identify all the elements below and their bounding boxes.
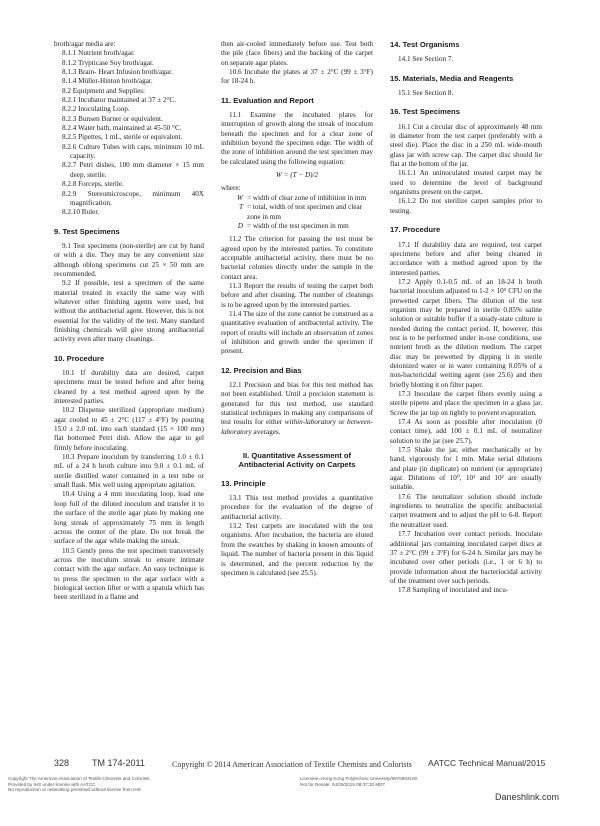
paragraph-10-6: 10.6 Incubate the plates at 37 ± 2°C (99 ± 3°F) for 18-24 h. — [221, 68, 373, 86]
paragraph-10-2: 10.2 Dispense sterilized (appropriate medium) agar cooled to 45 ± 2°C (117 ± 4°F) by pouring 15.0 ± 2.0 mL into each standard (15 × 100 mm) flat bottomed Petri dish. Allow the agar to gel firmly before inoculating. — [54, 406, 204, 452]
paragraph-10-5: 10.5 Gently press the test specimen transversely across the inoculum streak to ensure intimate contact with the agar surface. An easy technique is to press the specimen to the agar surface with a biological section lifter or with a spatula which has been sterilized in a flame and — [54, 546, 204, 602]
paragraph-10-5-continued: then air-cooled immediately before use. Test both the pile (face fibers) and the backing of the carpet on separate agar plates. — [221, 40, 373, 67]
paragraph-17-8: 17.8 Sampling of inoculated and incu- — [398, 586, 509, 595]
media-item: 8.1.3 Brain- Heart Infusion broth/agar. — [62, 68, 173, 77]
equipment-item: 8.2.9 Stereomicroscope, minimum 40X magnification. — [62, 189, 204, 207]
equipment-item: 8.2.4 Water bath, maintained at 45-50 °C. — [62, 124, 182, 133]
page-number: 328 — [54, 758, 70, 768]
media-item: 8.1.2 Trypticase Soy broth/agar. — [62, 58, 154, 67]
paragraph-16-1: 16.1 Cut a circular disc of approximately 48 mm in diameter from the test carpet (preferably with a steel die). Place the disc in a 250 mL wide-mouth glass jar with screw cap. The carpet disc should lie flat at the bottom of the jar. — [390, 122, 542, 169]
paragraph-16-1-1: 16.1.1 An uninoculated treated carpet may be used to determine the level of background organisms present on the carpet. — [390, 169, 542, 197]
watermark-link[interactable]: Daneshlink.com — [495, 792, 560, 802]
section-heading-15: 15. Materials, Media and Reagents — [390, 73, 514, 83]
definition-text: = total, width of test specimen and clear zone in mm — [247, 203, 363, 221]
where-label: where: — [221, 184, 241, 193]
equipment-item: 8.2.7 Petri dishes, 100 mm diameter × 15 mm deep, sterile. — [62, 161, 204, 179]
paragraph-13-2: 13.2 Test carpets are inoculated with the test organisms. After incubation, the bacteria are eluted from the swatches by shaking in known amounts of liquid. The number of bacteria present in this liquid is determined, and the percent reduction by the specimen is calculated (see 25.5). — [221, 522, 373, 577]
equipment-item: 8.2.10 Ruler. — [62, 208, 100, 217]
paragraph-17-7: 17.7 Incubation over contact periods. Inoculate additional jars containing inoculated carpet discs at 37 ± 2°C (99 ± 3°F) for 6-24 h. Similar jars may be incubated over other periods (i.e., 1 or 6 h) to provide information about the bacteriocidal activity of the treatment over such periods. — [390, 530, 542, 585]
paragraph-11-3: 11.3 Report the results of testing the carpet both before and after cleaning. The number of cleanings is to be agreed upon by the interested parties. — [221, 281, 373, 309]
license-notice: Copyright The American Association of Textile Chemists and Colorists Provided by IHS under license with AATCC No reproduction or networking permitted without license from IHS — [8, 776, 150, 792]
section-heading-16: 16. Test Specimens — [390, 107, 460, 117]
paragraph-12-1-text: 12.1 Precision and bias for this test method has not been established. Until a precision statement is generated for this test method, use standard statistical techniques in making any comparisons of test results for either — [221, 381, 373, 427]
equipment-item: 8.2.3 Bunsen Burner or equivalent. — [62, 114, 163, 123]
section-heading-10: 10. Procedure — [54, 353, 105, 363]
section-heading-17: 17. Procedure — [390, 225, 441, 235]
section-heading-12: 12. Precision and Bias — [221, 365, 302, 375]
paragraph-10-4: 10.4 Using a 4 mm inoculating loop, load one loop full of the diluted inoculum and transfer it to the surface of the sterile agar plate by making one long streak of approximately 75 mm in length across the center of the plate. Do not break the surface of the agar while making the streak. — [54, 490, 204, 546]
between-lab-term: between-laboratory — [221, 418, 373, 436]
media-item: 8.1.4 Müller-Hinton broth/agar. — [62, 77, 153, 86]
paragraph-17-1: 17.1 If durability data are required, test carpet specimens before and after being cleaned in accordance with a method agreed upon by the interested parties. — [390, 240, 542, 277]
manual-label: AATCC Technical Manual/2015 — [428, 758, 546, 768]
paragraph-11-4: 11.4 The size of the zone cannot be construed as a quantitative evaluation of antibacterial activity. The report of results will include an observation of zones of inhibition and growth under the specimen if present. — [221, 309, 373, 356]
paragraph-9-2: 9.2 If possible, test a specimen of the same material treated in exactly the same way with whatever other finishing agents were used, but without the antibacterial agent. However, this is not essential for the validity of the test. Many standard finishing chemicals will give strong antibacterial activity even after many cleanings. — [54, 279, 204, 344]
test-method-label: TM 174-2011 — [92, 758, 145, 768]
paragraph-15-1: 15.1 See Section 8. — [398, 89, 454, 98]
section-heading-14: 14. Test Organisms — [390, 40, 460, 49]
equipment-item: 8.2.8 Forceps, sterile. — [62, 180, 124, 189]
equipment-heading: 8.2 Equipment and Supplies: — [62, 86, 146, 95]
part-ii-heading: II. Quantitative Assessment of Antibacterial Activity on Carpets — [238, 451, 356, 470]
equipment-item: 8.2.2 Inoculating Loop. — [62, 105, 130, 114]
paragraph-17-3: 17.3 Inoculate the carpet fibers evenly using a sterile pipette and place the specimen in a glass jar. Screw the jar top on tightly to prevent evaporation. — [390, 390, 542, 417]
copyright-line: Copyright © 2014 American Association of Textile Chemists and Colorists — [172, 760, 412, 769]
definition-row — [221, 203, 373, 222]
definition-symbol: T — [239, 203, 243, 212]
paragraph-16-1-2: 16.1.2 Do not sterilize carpet samples prior to testing. — [390, 197, 542, 215]
equipment-item: 8.2.5 Pipettes, 1 mL, sterile or equivalent. — [62, 133, 183, 142]
paragraph-17-4: 17.4 As soon as possible after inoculation (0 contact time), add 100 ± 0.1 mL of neutralizer solution to the jar (see 25.7). — [390, 418, 542, 445]
paragraph-17-5: 17.5 Shake the jar, either mechanically or by hand, vigorously for 1 min. Make serial dilutions and plate (in duplicate) on nutrient (or appropriate) agar. Dilutions of 10⁰, 10¹ and 10² are usually suitable. — [390, 446, 542, 492]
definition-symbol: D — [237, 221, 243, 230]
paragraph-11-2: 11.2 The criterion for passing the test must be agreed upon by the interested parties. To constitute acceptable antibacterial activity, there must be no bacterial colonies directly under the sample in the contact area. — [221, 235, 373, 281]
within-lab-term: within-laboratory — [284, 418, 336, 427]
paragraph-14-1: 14.1 See Section 7. — [398, 55, 454, 64]
paragraph-17-2: 17.2 Apply 0.1-0.5 mL of an 18-24 h broth bacterial inoculum adjusted to 1-2 × 10⁵ CFU on the prewetted carpet fibers. The dilution of the test organism may be prepared in sterile 0.85% saline solution or suitable buffer if a steady-state culture is needed during the contact period. If, however, this test is to be performed under in-use conditions, use nutrient broth as the dilution medium. The carpet disc may be prewetted by dipping it in sterile deionized water or in water containing 0.05% of a non-bactericidal wetting agent (see 25.6) and then briefly blotting it on filter paper. — [390, 277, 542, 389]
equipment-item: 8.2.1 Incubator maintained at 37 ± 2°C. — [62, 96, 177, 105]
paragraph-12-1 — [221, 381, 373, 437]
definition-symbol: W — [237, 193, 243, 202]
paragraph-10-3: 10.3 Prepare inoculum by transferring 1.0 ± 0.1 mL of a 24 h broth culture into 9.0 ± 0.1 mL of sterile distilled water contained in a test tube or small flask. Mix well using appropriate agitation. — [54, 453, 204, 490]
definition-text: = width of clear zone of inhibition in mm — [247, 193, 367, 202]
paragraph-17-6: 17.6 The neutralizer solution should include ingredients to neutralize the specific antibacterial carpet treatment and to adjust the pH to 6-8. Report the neutralizer used. — [390, 492, 542, 529]
equipment-item: 8.2.6 Culture Tubes with caps, minimum 10 mL capacity. — [62, 142, 204, 161]
column-3 — [390, 40, 542, 596]
definition-row — [221, 222, 373, 231]
definition-text: = width of the test specimen in mm — [247, 221, 349, 230]
paragraph-12-1-or: or — [335, 418, 348, 427]
equation: W = (T − D)/2 — [275, 171, 319, 180]
section-heading-9: 9. Test Specimens — [54, 226, 120, 236]
section-heading-11: 11. Evaluation and Report — [221, 95, 314, 105]
paragraph-10-1: 10.1 If durability data are desired, carpet specimens must be tested before and after being cleaned by a test method agreed upon by the interested parties. — [54, 369, 204, 406]
paragraph-12-1-end: averages. — [251, 427, 281, 436]
paragraph-9-1: 9.1 Test specimens (non-sterile) are cut by hand or with a die. They may be any convenient size although oblong specimens cut 25 × 50 mm are recommended. — [54, 241, 204, 278]
definition-row — [221, 194, 373, 203]
paragraph-13-1: 13.1 This test method provides a quantitative procedure for the evaluation of the degree of antibacterial activity. — [221, 494, 373, 521]
media-intro: broth/agar media are: — [54, 40, 116, 48]
media-item: 8.1.1 Nutrient broth/agar. — [62, 49, 135, 58]
column-1 — [54, 40, 204, 603]
licensee-notice: Licensee=Hong Kong Polytechnic University/9976803100 Not for Resale, 04/29/2015 08:37:32 MDT — [300, 776, 418, 787]
paragraph-11-1: 11.1 Examine the incubated plates for interruption of growth along the streak of inoculum beneath the specimen and for a clear zone of inhibition beyond the specimen edge. The width of the zone of inhibition around the test specimen may be calculated using the following equation: — [221, 111, 373, 166]
column-2 — [221, 40, 373, 578]
section-heading-13: 13. Principle — [221, 478, 266, 488]
